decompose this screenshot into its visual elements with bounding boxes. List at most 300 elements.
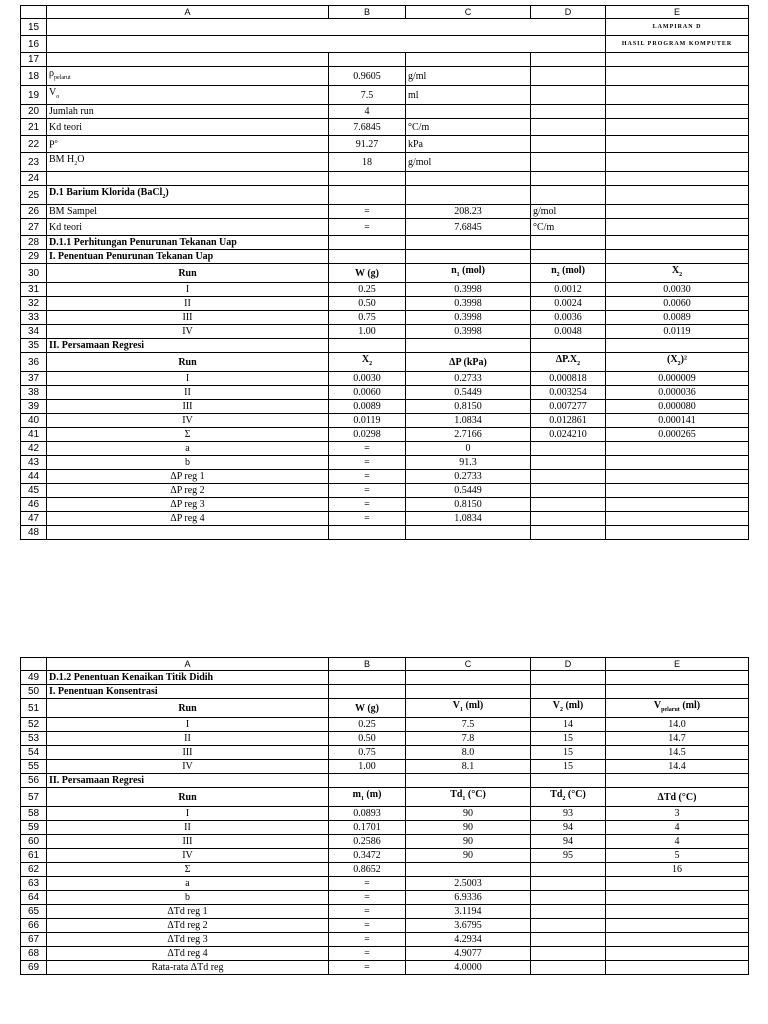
cell[interactable] [606, 961, 749, 975]
cell[interactable] [606, 219, 749, 236]
cell[interactable] [406, 172, 531, 186]
cell[interactable]: = [329, 877, 406, 891]
row-number[interactable]: 45 [21, 484, 47, 498]
cell[interactable]: I [47, 372, 329, 386]
cell[interactable] [329, 53, 406, 67]
cell[interactable]: = [329, 442, 406, 456]
row-number[interactable]: 15 [21, 19, 47, 36]
cell[interactable]: 0.0024 [531, 297, 606, 311]
cell[interactable] [47, 36, 606, 53]
cell[interactable] [606, 891, 749, 905]
cell[interactable]: b [47, 891, 329, 905]
cell[interactable]: 0.012861 [531, 414, 606, 428]
cell[interactable] [406, 671, 531, 685]
cell[interactable]: 0.8652 [329, 863, 406, 877]
cell[interactable]: Jumlah run [47, 105, 329, 119]
cell[interactable] [531, 119, 606, 136]
cell[interactable]: 93 [531, 807, 606, 821]
cell[interactable]: ΔP reg 4 [47, 512, 329, 526]
cell[interactable] [606, 685, 749, 699]
cell-section-title[interactable]: D.1.2 Penentuan Kenaikan Titik Didih [47, 671, 329, 685]
cell-header-td2[interactable] [531, 788, 606, 807]
cell[interactable]: 3.6795 [406, 919, 531, 933]
cell[interactable]: 0.003254 [531, 386, 606, 400]
cell-section-title[interactable]: D.1.1 Perhitungan Penurunan Tekanan Uap [47, 236, 329, 250]
cell[interactable] [606, 86, 749, 105]
cell[interactable] [47, 53, 329, 67]
cell[interactable] [531, 961, 606, 975]
row-number[interactable]: 56 [21, 774, 47, 788]
column-header-b[interactable]: B [329, 658, 406, 671]
cell[interactable] [531, 919, 606, 933]
cell[interactable] [406, 186, 531, 205]
cell[interactable] [531, 891, 606, 905]
cell[interactable] [606, 250, 749, 264]
cell[interactable] [47, 19, 606, 36]
cell[interactable]: 91.3 [406, 456, 531, 470]
row-number[interactable]: 51 [21, 699, 47, 718]
cell[interactable]: a [47, 877, 329, 891]
cell[interactable]: ΔTd reg 4 [47, 947, 329, 961]
cell[interactable]: III [47, 311, 329, 325]
cell[interactable] [406, 526, 531, 540]
cell[interactable]: ΔP reg 2 [47, 484, 329, 498]
cell-header-v1[interactable] [406, 699, 531, 718]
cell[interactable] [606, 186, 749, 205]
cell[interactable] [531, 470, 606, 484]
cell[interactable]: a [47, 442, 329, 456]
corner-cell[interactable] [21, 658, 47, 671]
row-number[interactable]: 63 [21, 877, 47, 891]
cell[interactable] [606, 919, 749, 933]
cell-header-run[interactable]: Run [47, 788, 329, 807]
cell[interactable] [406, 236, 531, 250]
cell[interactable]: 0.3998 [406, 311, 531, 325]
cell[interactable]: 8.0 [406, 746, 531, 760]
cell[interactable]: = [329, 933, 406, 947]
cell[interactable]: 0.8150 [406, 498, 531, 512]
cell[interactable]: IV [47, 760, 329, 774]
cell[interactable] [531, 136, 606, 153]
cell[interactable]: 7.6845 [406, 219, 531, 236]
row-number[interactable]: 36 [21, 353, 47, 372]
row-number[interactable]: 47 [21, 512, 47, 526]
cell[interactable] [606, 442, 749, 456]
row-number[interactable]: 27 [21, 219, 47, 236]
row-number[interactable]: 52 [21, 718, 47, 732]
row-number[interactable]: 69 [21, 961, 47, 975]
cell[interactable]: 0.000009 [606, 372, 749, 386]
cell[interactable]: II [47, 821, 329, 835]
cell[interactable]: 2.5003 [406, 877, 531, 891]
cell[interactable] [47, 153, 329, 172]
column-header-e[interactable]: E [606, 658, 749, 671]
cell[interactable] [531, 172, 606, 186]
cell[interactable] [531, 86, 606, 105]
row-number[interactable]: 16 [21, 36, 47, 53]
cell[interactable]: ΔP reg 1 [47, 470, 329, 484]
cell[interactable] [406, 339, 531, 353]
cell[interactable]: III [47, 835, 329, 849]
cell[interactable] [531, 456, 606, 470]
row-number[interactable]: 34 [21, 325, 47, 339]
cell[interactable]: ΔP reg 3 [47, 498, 329, 512]
cell[interactable]: II [47, 732, 329, 746]
cell[interactable]: = [329, 219, 406, 236]
row-number[interactable]: 59 [21, 821, 47, 835]
cell[interactable]: 0.007277 [531, 400, 606, 414]
cell[interactable]: 4.9077 [406, 947, 531, 961]
row-number[interactable]: 40 [21, 414, 47, 428]
cell[interactable]: 14.4 [606, 760, 749, 774]
cell[interactable]: 0.0298 [329, 428, 406, 442]
cell[interactable]: 0.3998 [406, 283, 531, 297]
row-number[interactable]: 57 [21, 788, 47, 807]
cell[interactable]: 7.6845 [329, 119, 406, 136]
cell[interactable] [531, 877, 606, 891]
cell-header-dtd[interactable]: ΔTd (°C) [606, 788, 749, 807]
cell[interactable] [47, 67, 329, 86]
cell[interactable]: 7.8 [406, 732, 531, 746]
cell[interactable]: = [329, 905, 406, 919]
cell[interactable] [531, 442, 606, 456]
cell[interactable] [531, 671, 606, 685]
cell[interactable] [329, 671, 406, 685]
row-number[interactable]: 35 [21, 339, 47, 353]
cell[interactable] [329, 774, 406, 788]
row-number[interactable]: 18 [21, 67, 47, 86]
column-header-a[interactable]: A [47, 6, 329, 19]
cell[interactable] [606, 498, 749, 512]
row-number[interactable]: 25 [21, 186, 47, 205]
cell[interactable]: = [329, 512, 406, 526]
cell[interactable]: 0.0119 [606, 325, 749, 339]
row-number[interactable]: 28 [21, 236, 47, 250]
cell[interactable]: 0.25 [329, 718, 406, 732]
cell[interactable]: 0.25 [329, 283, 406, 297]
cell[interactable] [606, 484, 749, 498]
cell[interactable] [329, 685, 406, 699]
cell[interactable]: I [47, 283, 329, 297]
cell[interactable]: 0.000080 [606, 400, 749, 414]
cell[interactable]: 0.3472 [329, 849, 406, 863]
cell[interactable]: 0.50 [329, 297, 406, 311]
cell[interactable]: 0.8150 [406, 400, 531, 414]
cell[interactable]: 0.0012 [531, 283, 606, 297]
cell-header-w[interactable]: W (g) [329, 264, 406, 283]
cell-header-run[interactable]: Run [47, 264, 329, 283]
cell[interactable] [531, 105, 606, 119]
cell[interactable]: 4.2934 [406, 933, 531, 947]
corner-cell[interactable] [21, 6, 47, 19]
cell[interactable] [606, 153, 749, 172]
cell[interactable] [531, 153, 606, 172]
row-number[interactable]: 39 [21, 400, 47, 414]
cell[interactable]: = [329, 484, 406, 498]
row-number[interactable]: 19 [21, 86, 47, 105]
cell[interactable] [406, 774, 531, 788]
cell-section-title[interactable]: II. Persamaan Regresi [47, 339, 329, 353]
row-number[interactable]: 53 [21, 732, 47, 746]
cell[interactable]: 18 [329, 153, 406, 172]
cell[interactable] [531, 685, 606, 699]
cell[interactable] [606, 877, 749, 891]
cell[interactable] [531, 512, 606, 526]
cell[interactable] [531, 774, 606, 788]
cell[interactable]: 0 [406, 442, 531, 456]
cell[interactable]: 0.75 [329, 746, 406, 760]
cell-appendix-title[interactable]: LAMPIRAN D [606, 19, 749, 36]
column-header-a[interactable]: A [47, 658, 329, 671]
cell-header-run[interactable]: Run [47, 353, 329, 372]
row-number[interactable]: 38 [21, 386, 47, 400]
row-number[interactable]: 17 [21, 53, 47, 67]
row-number[interactable]: 24 [21, 172, 47, 186]
cell[interactable]: 4 [606, 821, 749, 835]
cell[interactable] [606, 236, 749, 250]
cell[interactable]: kPa [406, 136, 531, 153]
cell[interactable]: 1.0834 [406, 512, 531, 526]
cell-header-n2[interactable] [531, 264, 606, 283]
cell[interactable]: 0.5449 [406, 484, 531, 498]
row-number[interactable]: 23 [21, 153, 47, 172]
row-number[interactable]: 32 [21, 297, 47, 311]
cell-header-m1[interactable] [329, 788, 406, 807]
cell[interactable]: ΔTd reg 1 [47, 905, 329, 919]
cell[interactable]: 0.0030 [606, 283, 749, 297]
row-number[interactable]: 65 [21, 905, 47, 919]
cell[interactable]: Σ [47, 863, 329, 877]
cell[interactable]: b [47, 456, 329, 470]
cell[interactable] [329, 250, 406, 264]
cell[interactable] [531, 905, 606, 919]
cell[interactable]: 0.0089 [329, 400, 406, 414]
cell-header-run[interactable]: Run [47, 699, 329, 718]
cell-section-title[interactable]: II. Persamaan Regresi [47, 774, 329, 788]
cell-header-td1[interactable] [406, 788, 531, 807]
cell-header-w[interactable]: W (g) [329, 699, 406, 718]
cell[interactable]: 1.00 [329, 325, 406, 339]
row-number[interactable]: 20 [21, 105, 47, 119]
column-header-c[interactable]: C [406, 658, 531, 671]
cell[interactable] [531, 526, 606, 540]
cell[interactable]: 6.9336 [406, 891, 531, 905]
cell[interactable] [531, 250, 606, 264]
cell[interactable]: 0.0036 [531, 311, 606, 325]
cell-header-x2sq[interactable] [606, 353, 749, 372]
cell-section-title[interactable]: I. Penentuan Penurunan Tekanan Uap [47, 250, 329, 264]
cell[interactable]: 0.000818 [531, 372, 606, 386]
cell[interactable]: 0.50 [329, 732, 406, 746]
cell[interactable] [606, 136, 749, 153]
row-number[interactable]: 61 [21, 849, 47, 863]
row-number[interactable]: 54 [21, 746, 47, 760]
row-number[interactable]: 30 [21, 264, 47, 283]
cell[interactable]: 0.0048 [531, 325, 606, 339]
cell[interactable] [606, 526, 749, 540]
cell[interactable] [606, 205, 749, 219]
row-number[interactable]: 22 [21, 136, 47, 153]
cell[interactable] [531, 339, 606, 353]
cell-section-title[interactable] [47, 186, 329, 205]
cell[interactable]: Σ [47, 428, 329, 442]
cell[interactable]: 1.00 [329, 760, 406, 774]
cell[interactable] [606, 933, 749, 947]
cell[interactable] [531, 236, 606, 250]
cell[interactable]: = [329, 919, 406, 933]
cell[interactable]: = [329, 947, 406, 961]
cell[interactable]: 0.2586 [329, 835, 406, 849]
cell[interactable]: 15 [531, 732, 606, 746]
cell[interactable] [606, 67, 749, 86]
cell[interactable]: 3.1194 [406, 905, 531, 919]
cell[interactable] [329, 186, 406, 205]
cell[interactable]: 90 [406, 821, 531, 835]
cell[interactable]: 8.1 [406, 760, 531, 774]
cell[interactable] [531, 53, 606, 67]
cell[interactable] [531, 484, 606, 498]
row-number[interactable]: 68 [21, 947, 47, 961]
cell-header-n1[interactable] [406, 264, 531, 283]
cell[interactable]: 0.024210 [531, 428, 606, 442]
cell[interactable]: 0.0089 [606, 311, 749, 325]
cell[interactable]: 16 [606, 863, 749, 877]
cell[interactable] [606, 774, 749, 788]
cell[interactable]: 4 [329, 105, 406, 119]
cell[interactable]: 0.0030 [329, 372, 406, 386]
cell[interactable] [329, 236, 406, 250]
cell[interactable] [606, 172, 749, 186]
cell[interactable] [531, 498, 606, 512]
cell[interactable]: Kd teori [47, 119, 329, 136]
cell[interactable] [606, 905, 749, 919]
row-number[interactable]: 26 [21, 205, 47, 219]
cell[interactable]: g/mol [406, 153, 531, 172]
cell[interactable]: 14.7 [606, 732, 749, 746]
cell[interactable] [47, 172, 329, 186]
cell[interactable]: 90 [406, 835, 531, 849]
cell[interactable] [531, 933, 606, 947]
cell[interactable]: 90 [406, 849, 531, 863]
cell[interactable]: 0.75 [329, 311, 406, 325]
cell[interactable]: 0.000036 [606, 386, 749, 400]
cell[interactable]: 2.7166 [406, 428, 531, 442]
row-number[interactable]: 62 [21, 863, 47, 877]
row-number[interactable]: 58 [21, 807, 47, 821]
cell[interactable] [406, 863, 531, 877]
row-number[interactable]: 37 [21, 372, 47, 386]
cell[interactable]: 91.27 [329, 136, 406, 153]
row-number[interactable]: 29 [21, 250, 47, 264]
cell[interactable]: 0.1701 [329, 821, 406, 835]
cell[interactable]: 7.5 [329, 86, 406, 105]
row-number[interactable]: 21 [21, 119, 47, 136]
cell[interactable]: 0.0893 [329, 807, 406, 821]
cell-header-vpelarut[interactable] [606, 699, 749, 718]
cell[interactable] [47, 526, 329, 540]
cell[interactable]: 0.0119 [329, 414, 406, 428]
row-number[interactable]: 64 [21, 891, 47, 905]
row-number[interactable]: 33 [21, 311, 47, 325]
cell[interactable]: I [47, 807, 329, 821]
row-number[interactable]: 48 [21, 526, 47, 540]
cell[interactable] [606, 339, 749, 353]
cell[interactable]: 90 [406, 807, 531, 821]
cell[interactable]: BM Sampel [47, 205, 329, 219]
cell[interactable]: 0.3998 [406, 297, 531, 311]
cell-header-v2[interactable] [531, 699, 606, 718]
row-number[interactable]: 31 [21, 283, 47, 297]
cell[interactable] [406, 53, 531, 67]
row-number[interactable]: 43 [21, 456, 47, 470]
cell[interactable]: ml [406, 86, 531, 105]
cell[interactable]: Kd teori [47, 219, 329, 236]
cell[interactable] [606, 470, 749, 484]
cell[interactable] [406, 105, 531, 119]
row-number[interactable]: 46 [21, 498, 47, 512]
cell[interactable]: III [47, 400, 329, 414]
cell[interactable]: 15 [531, 760, 606, 774]
cell[interactable]: 4.0000 [406, 961, 531, 975]
cell[interactable]: 5 [606, 849, 749, 863]
cell[interactable] [606, 119, 749, 136]
cell[interactable]: = [329, 470, 406, 484]
row-number[interactable]: 42 [21, 442, 47, 456]
cell[interactable]: g/mol [531, 205, 606, 219]
row-number[interactable]: 41 [21, 428, 47, 442]
cell[interactable] [329, 339, 406, 353]
row-number[interactable]: 60 [21, 835, 47, 849]
cell[interactable]: 94 [531, 821, 606, 835]
column-header-d[interactable]: D [531, 6, 606, 19]
cell[interactable]: = [329, 205, 406, 219]
cell[interactable]: II [47, 386, 329, 400]
cell[interactable] [329, 172, 406, 186]
cell[interactable] [606, 671, 749, 685]
row-number[interactable]: 50 [21, 685, 47, 699]
cell[interactable] [406, 250, 531, 264]
column-header-c[interactable]: C [406, 6, 531, 19]
cell[interactable]: ΔTd reg 3 [47, 933, 329, 947]
row-number[interactable]: 66 [21, 919, 47, 933]
row-number[interactable]: 55 [21, 760, 47, 774]
cell[interactable] [606, 947, 749, 961]
cell[interactable]: °C/m [531, 219, 606, 236]
cell-header-dp[interactable]: ΔP (kPa) [406, 353, 531, 372]
cell[interactable]: 0.000141 [606, 414, 749, 428]
row-number[interactable]: 67 [21, 933, 47, 947]
cell[interactable]: 0.5449 [406, 386, 531, 400]
cell-appendix-subtitle[interactable]: HASIL PROGRAM KOMPUTER [606, 36, 749, 53]
cell[interactable]: IV [47, 325, 329, 339]
cell[interactable]: 94 [531, 835, 606, 849]
cell[interactable] [406, 685, 531, 699]
cell[interactable] [531, 67, 606, 86]
cell[interactable]: 0.0060 [329, 386, 406, 400]
cell[interactable]: = [329, 961, 406, 975]
cell[interactable]: 1.0834 [406, 414, 531, 428]
cell[interactable] [606, 456, 749, 470]
cell[interactable] [531, 186, 606, 205]
cell[interactable] [606, 105, 749, 119]
row-number[interactable]: 44 [21, 470, 47, 484]
cell[interactable]: III [47, 746, 329, 760]
cell[interactable]: Rata-rata ΔTd reg [47, 961, 329, 975]
cell[interactable] [531, 947, 606, 961]
cell-header-x2[interactable] [606, 264, 749, 283]
cell[interactable]: I [47, 718, 329, 732]
cell[interactable]: 7.5 [406, 718, 531, 732]
